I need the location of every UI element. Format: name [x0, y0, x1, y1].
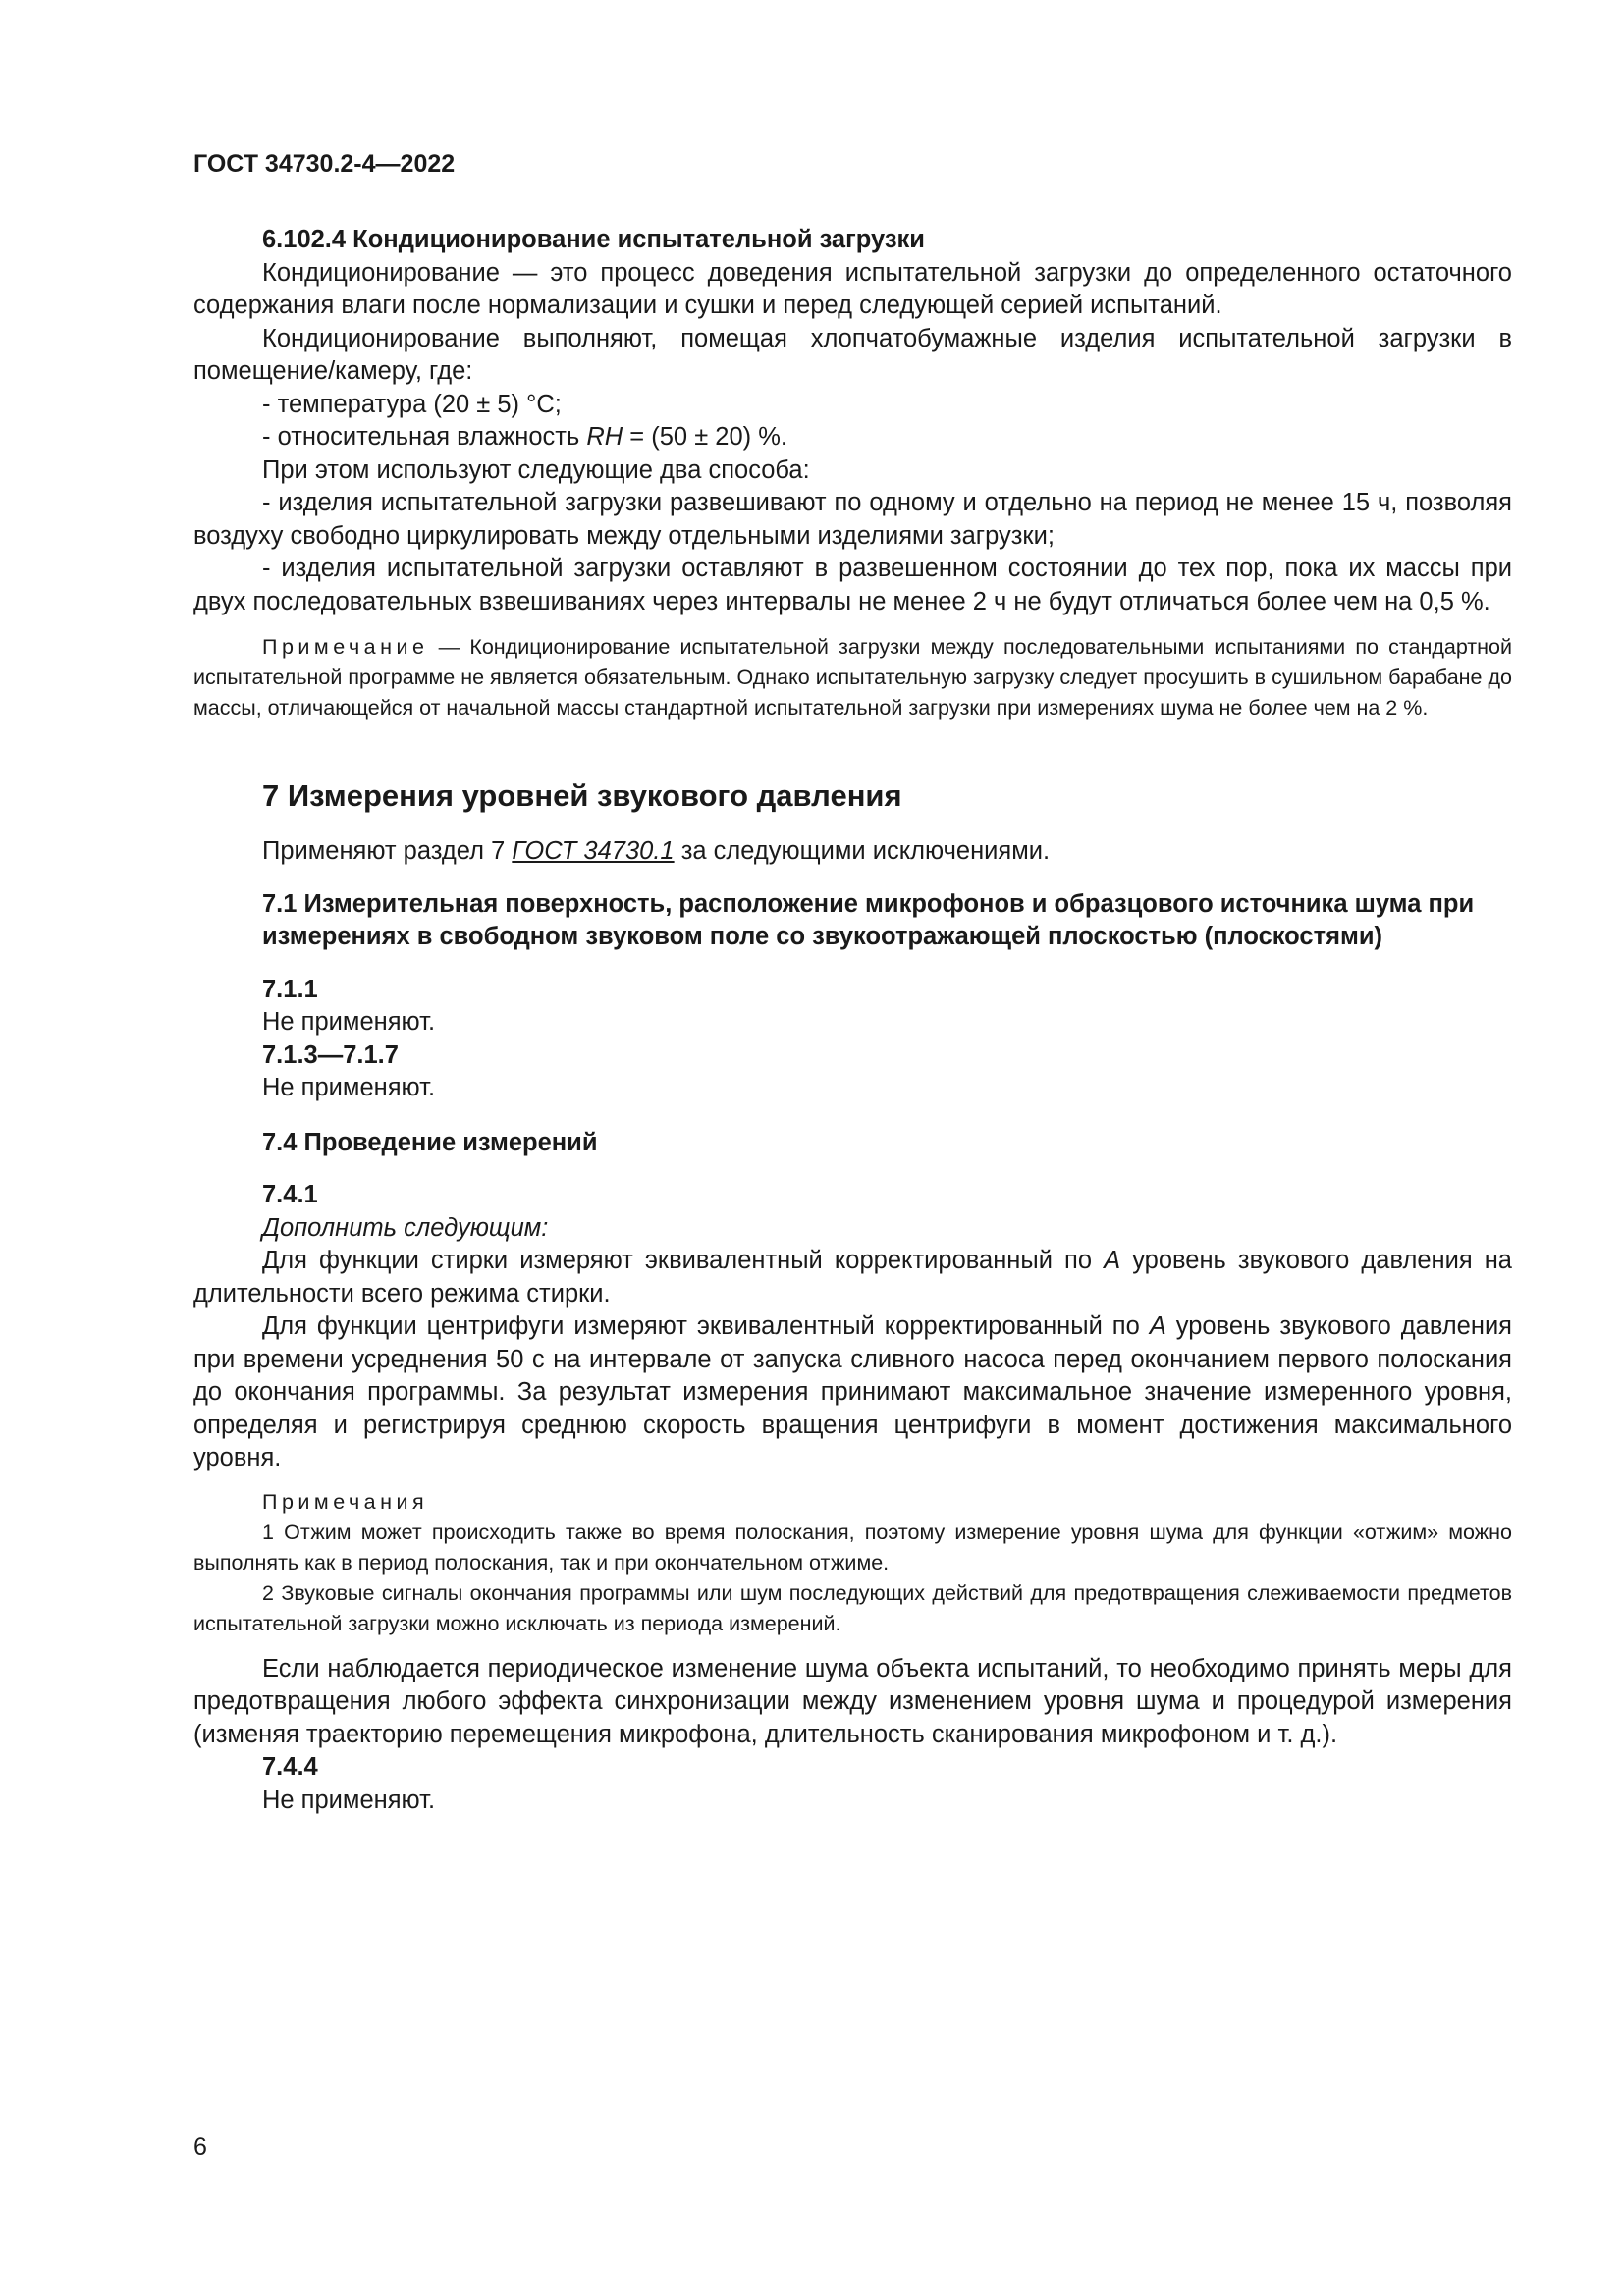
paragraph: Не применяют.	[262, 1008, 436, 1036]
page-number: 6	[193, 2133, 207, 2161]
paragraph: Не применяют.	[262, 1786, 436, 1814]
section-7-4-title: 7.4 Проведение измерений	[262, 1128, 598, 1156]
list-item: - температура (20 ± 5) °C;	[262, 390, 562, 418]
note-item: 1 Отжим может происходить также во время полоскания, поэтому измерение уровня шума для функции «отжим» можно выполнять как в период полоскания, так и при окончательном отжиме.	[193, 1520, 1512, 1575]
paragraph: Кондиционирование — это процесс доведения испытательной загрузки до определенного остаточного содержания влаги после нормализации и сушки и перед следующей серией испытаний.	[193, 258, 1512, 319]
note: Примечание — Кондиционирование испытательной загрузки между последовательными испытаниями по стандартной испытательной программе не является обязательным. Однако испытательную загрузку следует просушить в сушильном барабане до массы, отличающейся от начальной массы стандартной испытательной загрузки при измерениях шума не более чем на 2 %.	[193, 635, 1512, 720]
list-item: - относительная влажность RH = (50 ± 20) %.	[262, 423, 787, 451]
list-item: - изделия испытательной загрузки оставляют в развешенном состоянии до тех пор, пока их массы при двух последовательных взвешиваниях через интервалы не менее 2 ч не будут отличаться более чем на 0,5 %.	[193, 555, 1512, 615]
gost-link[interactable]: ГОСТ 34730.1	[512, 837, 675, 865]
paragraph: Кондиционирование выполняют, помещая хлопчатобумажные изделия испытательной загрузки в помещение/камеру, где:	[193, 324, 1512, 385]
paragraph: При этом используют следующие два способа:	[262, 455, 810, 484]
paragraph: Не применяют.	[262, 1074, 436, 1101]
note-item: 2 Звуковые сигналы окончания программы или шум последующих действий для предотвращения слеживаемости предметов испытательной загрузки можно исключать из периода измерений.	[193, 1580, 1512, 1635]
clause-number: 7.1.3—7.1.7	[262, 1041, 399, 1069]
section-7-1-title: 7.1 Измерительная поверхность, расположение микрофонов и образцового источника шума при измерениях в свободном звуковом поле со звукоотражающей плоскостью (плоскостями)	[262, 889, 1475, 950]
instruction: Дополнить следующим:	[262, 1213, 549, 1242]
clause-number: 7.4.4	[262, 1753, 318, 1781]
section-7-title: 7 Измерения уровней звукового давления	[262, 778, 902, 813]
paragraph: Для функции стирки измеряют эквивалентный корректированный по А уровень звукового давления на длительности всего режима стирки.	[193, 1247, 1512, 1308]
section-6-102-4-title: 6.102.4 Кондиционирование испытательной загрузки	[262, 226, 925, 253]
paragraph: Применяют раздел 7 ГОСТ 34730.1 за следующими исключениями.	[262, 837, 1051, 865]
paragraph: Если наблюдается периодическое изменение шума объекта испытаний, то необходимо принять меры для предотвращения любого эффекта синхронизации между изменением уровня шума и процедурой измерения (изменяя траекторию перемещения микрофона, длительность сканирования микрофоном и т. д.).	[193, 1654, 1512, 1748]
list-item: - изделия испытательной загрузки развешивают по одному и отдельно на период не менее 15 ч, позволяя воздуху свободно циркулировать между отдельными изделиями загрузки;	[193, 489, 1512, 550]
clause-number: 7.1.1	[262, 975, 318, 1003]
variable-rh: RH	[586, 423, 623, 451]
document-header: ГОСТ 34730.2-4—2022	[193, 150, 456, 178]
notes-label: Примечания	[262, 1489, 429, 1514]
clause-number: 7.4.1	[262, 1181, 318, 1208]
note-label: Примечание	[262, 635, 429, 659]
paragraph: Для функции центрифуги измеряют эквивалентный корректированный по А уровень звукового давления при времени усреднения 50 с на интервале от запуска сливного насоса перед окончанием первого полоскания до окончания программы. За результат измерения принимают максимальное значение измеренного уровня, определяя и регистрируя среднюю скорость вращения центрифуги в момент достижения максимального уровня.	[193, 1312, 1512, 1471]
document-body	[193, 224, 1512, 1817]
